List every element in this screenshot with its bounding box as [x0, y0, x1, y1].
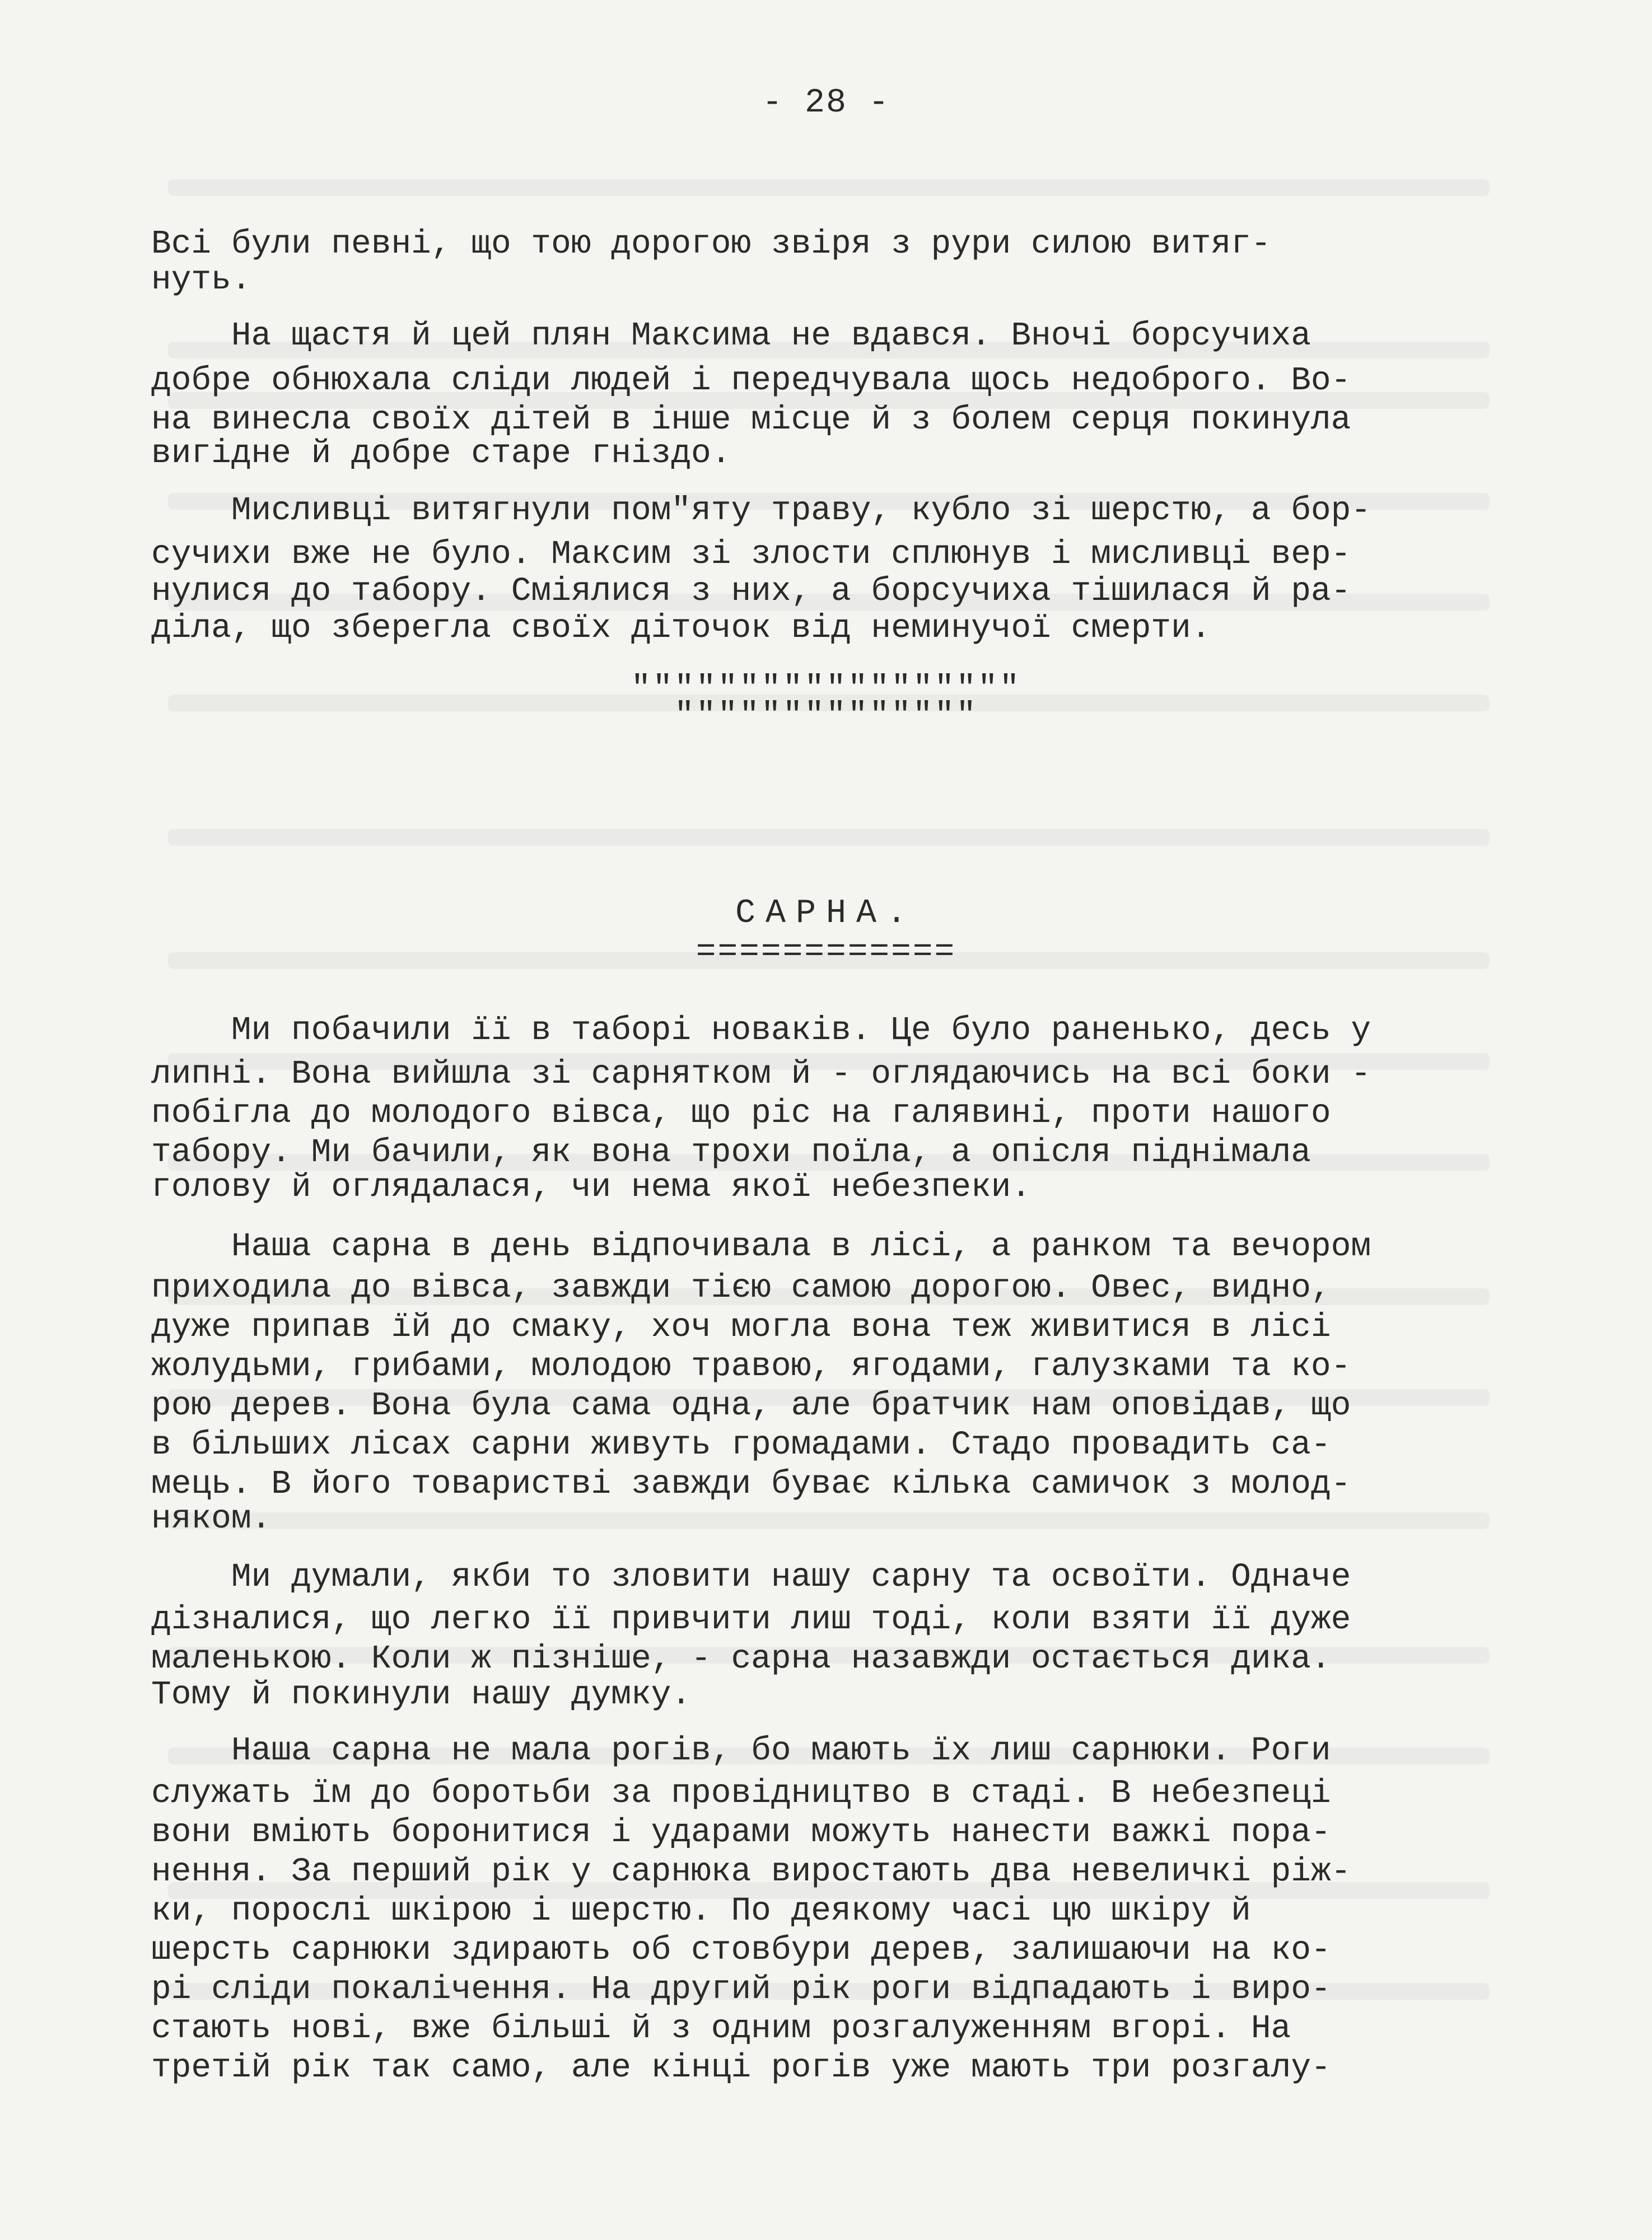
text-line: побігла до молодого вівса, що ріс на галявині, проти нашого — [151, 1094, 1331, 1132]
text-line: рою дерев. Вона була сама одна, але братчик нам оповідав, що — [151, 1386, 1351, 1424]
text-line: дуже припав їй до смаку, хоч могла вона теж живитися в лісі — [151, 1308, 1331, 1346]
text-line: жолудьми, грибами, молодою травою, ягодами, галузками та ко- — [151, 1347, 1351, 1385]
separator-line: """""""""""""""""" — [631, 669, 1021, 707]
text-line: Ми думали, якби то зловити нашу сарну та освоїти. Одначе — [151, 1558, 1351, 1596]
text-line: служать їм до боротьби за провідництво в стаді. В небезпеці — [151, 1774, 1331, 1812]
text-line: третій рік так само, але кінці рогів уже мають три розгалу- — [151, 2048, 1331, 2087]
text-line: Наша сарна не мала рогів, бо мають їх лиш сарнюки. Роги — [151, 1731, 1331, 1769]
text-line: нулися до табору. Сміялися з них, а борсучиха тішилася й ра- — [151, 572, 1351, 610]
text-line: рі сліди покалічення. На другий рік роги відпадають і виро- — [151, 1970, 1331, 2008]
text-line: Ми побачили її в таборі новаків. Це було раненько, десь у — [151, 1011, 1371, 1049]
text-line: Мисливці витягнули пом"яту траву, кубло зі шерстю, а бор- — [151, 491, 1371, 529]
text-line: діла, що зберегла своїх діточок від неминучої смерти. — [151, 609, 1211, 647]
text-line: стають нові, вже більші й з одним розгалуженням вгорі. На — [151, 2009, 1291, 2047]
heading-title: САРНА. — [735, 895, 917, 933]
text-line: на винесла своїх дітей в інше місце й з болем серця покинула — [151, 401, 1351, 439]
text-line: табору. Ми бачили, як вона трохи поїла, а опісля піднімала — [151, 1133, 1311, 1171]
text-line: няком. — [151, 1499, 272, 1538]
text-line: добре обнюхала сліди людей і передчувала щось недоброго. Во- — [151, 361, 1351, 399]
text-line: сучихи вже не було. Максим зі злости сплюнув і мисливці вер- — [151, 535, 1351, 573]
text-line: вони вміють боронитися і ударами можуть нанести важкі пора- — [151, 1813, 1331, 1851]
text-line: Наша сарна в день відпочивала в лісі, а ранком та вечором — [151, 1227, 1371, 1265]
text-line: в більших лісах сарни живуть громадами. Стадо провадить са- — [151, 1426, 1331, 1464]
text-line: вигідне й добре старе гніздо. — [151, 434, 731, 472]
text-line: нуть. — [151, 260, 251, 299]
text-line: ки, порослі шкірою і шерстю. По деякому часі цю шкіру й — [151, 1892, 1251, 1930]
text-line: приходила до вівса, завжди тією самою дорогою. Овес, видно, — [151, 1269, 1331, 1307]
heading-underline: ============ — [696, 933, 956, 971]
text-line: Всі були певні, що тою дорогою звіря з рури силою витяг- — [151, 225, 1271, 263]
text-line: Тому й покинули нашу думку. — [151, 1675, 692, 1713]
text-line: маленькою. Коли ж пізніше, - сарна назавжди остається дика. — [151, 1640, 1331, 1678]
text-line: нення. За перший рік у сарнюка виростають два невеличкі ріж- — [151, 1852, 1351, 1890]
text-line: шерсть сарнюки здирають об стовбури дерев, залишаючи на ко- — [151, 1931, 1331, 1969]
page-number: - 28 - — [762, 84, 890, 122]
text-line: липні. Вона вийшла зі сарнятком й - оглядаючись на всі боки - — [151, 1055, 1371, 1093]
text-line: мець. В його товаристві завжди буває кілька самичок з молод- — [151, 1465, 1351, 1503]
text-line: дізналися, що легко її привчити лиш тоді, коли взяти її дуже — [151, 1600, 1351, 1638]
separator-line: """""""""""""" — [674, 696, 978, 734]
text-line: На щастя й цей плян Максима не вдався. Вночі борсучиха — [151, 316, 1311, 355]
text-line: голову й оглядалася, чи нема якої небезпеки. — [151, 1168, 1032, 1206]
